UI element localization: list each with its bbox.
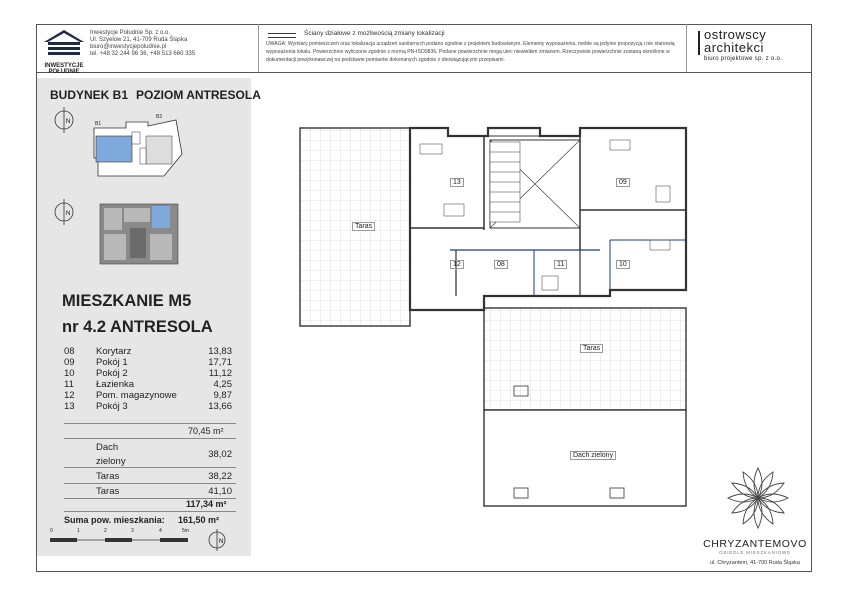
room-area: 17,71 (208, 357, 232, 368)
legend-line-sample (268, 33, 296, 38)
label-room-12: 12 (450, 260, 464, 269)
room-number: 11 (64, 379, 74, 390)
label-room-08: 08 (494, 260, 508, 269)
extra-rule (64, 467, 236, 468)
site-key-plan (86, 114, 196, 182)
house-logo-icon (42, 28, 86, 58)
svg-text:N: N (219, 539, 224, 545)
notice-text (266, 40, 684, 64)
header-separator-2 (686, 24, 687, 72)
scale-label: 1 (77, 528, 80, 534)
developer-logo-text-2: POŁUDNIE (48, 69, 80, 75)
room-name: Pokój 2 (96, 368, 128, 379)
north-arrow-icon (52, 106, 76, 134)
notice-line-2: wyposażenia lokalu. Powierzchnie wyliczone zgodnie z normą PN-ISO9836. Podane powierzchnie mogą ulec niewielkim zmianom. Rzeczywiste powierzchnie zostaną określone w (266, 49, 670, 55)
room-number: 12 (64, 390, 75, 401)
scale-label: 2 (104, 528, 107, 534)
extras-total-rule (64, 511, 236, 512)
label-green-roof: Dach zielony (570, 451, 616, 460)
brand-address: ul. Chryzantem, 41-700 Ruda Śląska (710, 560, 800, 566)
notice-line-3: dokumentacji powykonawczej na podstawie pomiarów dokonanych zgodnie z obowiązującymi przepisami. (266, 57, 505, 63)
room-area: 11,12 (208, 368, 232, 379)
label-taras-left: Taras (352, 222, 375, 231)
extra-area: 41,10 (208, 486, 232, 497)
architect-logo (698, 28, 810, 62)
extra-area: 38,22 (208, 471, 232, 482)
brand-name: CHRYZANTEMOVO (703, 538, 807, 550)
room-name: Łazienka (96, 379, 135, 390)
architect-name-1: ostrowscy (704, 27, 767, 42)
developer-line-3: biuro@inwestycjepoludnie.pl (90, 44, 167, 50)
room-name: Pokój 1 (96, 357, 128, 368)
rooms-total: 70,45 m² (188, 426, 224, 436)
extra-area: 38,02 (208, 449, 232, 460)
developer-line-1: Inwestycje Południe Sp. z o.o. (90, 30, 171, 36)
brand-tagline: OSIEDLE MIESZKANIOWE (719, 550, 791, 555)
header-divider (36, 72, 812, 73)
extras-total: 117,34 m² (186, 499, 227, 509)
label-room-11: 11 (554, 260, 567, 269)
key-plan-label-b1: B1 (95, 121, 102, 127)
svg-text:N: N (66, 211, 71, 217)
floor-key-plan (94, 198, 186, 270)
label-room-13: 13 (450, 178, 464, 187)
apartment-subtitle: nr 4.2 ANTRESOLA (62, 318, 213, 336)
sum-value: 161,50 m² (178, 515, 220, 525)
svg-text:N: N (66, 119, 71, 125)
key-plan-label-b2: B2 (156, 114, 163, 120)
developer-line-2: Ul. Szyelow 21, 41-709 Ruda Śląska (90, 37, 188, 43)
scale-label: 4 (159, 528, 162, 534)
extra-name: Taras (96, 471, 120, 482)
room-area: 4,25 (213, 379, 232, 390)
rooms-total-rule-2 (64, 438, 236, 439)
label-room-10: 10 (616, 260, 630, 269)
north-arrow-2-icon (52, 198, 76, 226)
interior-walls (410, 128, 686, 310)
room-number: 10 (64, 368, 75, 379)
developer-line-4: tel. +48 32 244 96 36, +48 513 660 335 (90, 51, 196, 57)
room-area: 13,66 (208, 401, 232, 412)
apartment-title: MIESZKANIE M5 (62, 292, 192, 310)
room-area: 9,87 (213, 390, 232, 401)
room-name: Pom. magazynowe (96, 390, 177, 401)
architect-tagline: biuro projektowe sp. z o.o. (704, 56, 783, 62)
building-label: BUDYNEK B1 (50, 88, 129, 102)
level-label: POZIOM ANTRESOLA (136, 88, 261, 102)
room-number: 08 (64, 346, 75, 357)
architect-name-2: architekci (704, 40, 764, 55)
rooms-total-rule (64, 423, 236, 424)
sum-label: Suma pow. mieszkania: (64, 515, 165, 525)
room-number: 13 (64, 401, 75, 412)
notice-line-1: UWAGA: Wymiary pomieszczeń oraz lokalizacja urządzeń sanitarnych podano zgodnie z projektem budowlanym. Elementy wyposażenia, meble są jedynie propozycją i nie stanowią (266, 41, 675, 47)
developer-logo-text-1: INWESTYCJE (44, 63, 84, 69)
scale-label: 5m (182, 528, 189, 534)
room-number: 09 (64, 357, 75, 368)
extra-rule (64, 483, 236, 484)
floor-plan (280, 100, 700, 520)
staircase (490, 142, 520, 222)
scale-label: 0 (50, 528, 53, 534)
extra-name: Taras (96, 486, 120, 497)
room-name: Pokój 3 (96, 401, 128, 412)
room-area: 13,83 (208, 346, 232, 357)
scale-bar (48, 534, 198, 546)
extra-name: Dach (96, 442, 119, 453)
legend-text: Ściany działowe z możliwością zmiany lokalizacji (304, 30, 445, 37)
north-arrow-3-icon (206, 528, 228, 552)
chrysanthemum-logo-icon (722, 462, 794, 534)
label-room-09: 09 (616, 178, 630, 187)
scale-label: 3 (131, 528, 134, 534)
developer-logo (42, 28, 86, 75)
developer-info (90, 30, 250, 58)
label-taras-right: Taras (580, 344, 603, 353)
room-name: Korytarz (96, 346, 132, 357)
header-separator-1 (258, 24, 259, 72)
architect-logo-bar (698, 31, 700, 55)
extra-name-2: zielony (96, 456, 126, 467)
